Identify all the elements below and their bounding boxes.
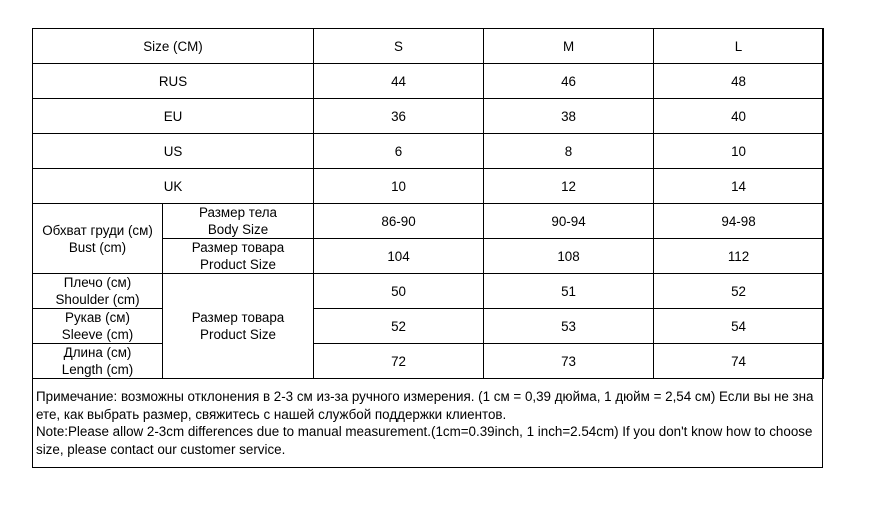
length-label-en: Length (cm) xyxy=(61,362,134,377)
bust-body-value-m: 90-94 xyxy=(484,204,654,239)
bust-product-value-l: 112 xyxy=(654,239,824,274)
product-group-label-ru: Размер товара xyxy=(191,310,285,325)
table-row-eu xyxy=(33,99,824,134)
bust-product-value-m: 108 xyxy=(484,239,654,274)
length-label xyxy=(33,344,163,379)
sleeve-label-en: Sleeve (cm) xyxy=(61,327,134,342)
rus-value-l: 48 xyxy=(654,64,824,99)
shoulder-value-l: 52 xyxy=(654,274,824,309)
shoulder-value-s: 50 xyxy=(314,274,484,309)
row-label-us: US xyxy=(33,134,314,169)
us-value-l: 10 xyxy=(654,134,824,169)
length-value-s: 72 xyxy=(314,344,484,379)
us-value-s: 6 xyxy=(314,134,484,169)
product-group-label xyxy=(163,274,314,379)
uk-value-l: 14 xyxy=(654,169,824,204)
shoulder-label-ru: Плечо (см) xyxy=(63,275,132,290)
note-russian: Примечание: возможны отклонения в 2-3 см из-за ручного измерения. (1 см = 0,39 дюйма, 1 дюйм = 2,54 см) Если вы не знаете, как выбрать размер, свяжитесь с нашей службой поддержки клиентов. xyxy=(36,389,814,422)
rus-value-m: 46 xyxy=(484,64,654,99)
body-size-label-en: Body Size xyxy=(207,222,269,237)
table-row-rus xyxy=(33,64,824,99)
bust-body-value-s: 86-90 xyxy=(314,204,484,239)
product-size-label-ru: Размер товара xyxy=(191,240,285,255)
bust-body-value-l: 94-98 xyxy=(654,204,824,239)
table-row-uk xyxy=(33,169,824,204)
row-label-rus: RUS xyxy=(33,64,314,99)
sleeve-value-l: 54 xyxy=(654,309,824,344)
note-english: Note:Please allow 2-3cm differences due to manual measurement.(1cm=0.39inch, 1 inch=2.54cm) If you don't know how to choose size, please contact our customer service. xyxy=(36,424,813,457)
bust-label-en: Bust (cm) xyxy=(68,239,127,255)
table-row-header xyxy=(33,29,824,64)
uk-value-s: 10 xyxy=(314,169,484,204)
header-size-s: S xyxy=(314,29,484,64)
length-value-l: 74 xyxy=(654,344,824,379)
header-size-label: Size (CM) xyxy=(33,29,314,64)
rus-value-s: 44 xyxy=(314,64,484,99)
bust-label-ru: Обхват груди (см) xyxy=(42,222,153,238)
header-size-l: L xyxy=(654,29,824,64)
sleeve-value-m: 53 xyxy=(484,309,654,344)
body-size-label xyxy=(163,204,314,239)
uk-value-m: 12 xyxy=(484,169,654,204)
shoulder-label-en: Shoulder (cm) xyxy=(55,292,140,307)
product-size-label xyxy=(163,239,314,274)
bust-label xyxy=(33,204,163,274)
shoulder-value-m: 51 xyxy=(484,274,654,309)
table-row-bust-body xyxy=(33,204,824,239)
shoulder-label xyxy=(33,274,163,309)
sleeve-value-s: 52 xyxy=(314,309,484,344)
eu-value-m: 38 xyxy=(484,99,654,134)
table-row-length xyxy=(33,344,824,379)
length-label-ru: Длина (см) xyxy=(63,345,132,360)
row-label-uk: UK xyxy=(33,169,314,204)
us-value-m: 8 xyxy=(484,134,654,169)
bust-product-value-s: 104 xyxy=(314,239,484,274)
length-value-m: 73 xyxy=(484,344,654,379)
eu-value-l: 40 xyxy=(654,99,824,134)
sleeve-label-ru: Рукав (см) xyxy=(65,310,130,325)
row-label-eu: EU xyxy=(33,99,314,134)
table-row-us xyxy=(33,134,824,169)
product-group-label-en: Product Size xyxy=(200,327,276,342)
table-row-sleeve xyxy=(33,309,824,344)
measurement-note xyxy=(32,378,823,468)
body-size-label-ru: Размер тела xyxy=(199,205,277,220)
table-row-shoulder xyxy=(33,274,824,309)
size-chart-table xyxy=(32,28,824,379)
header-size-m: M xyxy=(484,29,654,64)
sleeve-label xyxy=(33,309,163,344)
eu-value-s: 36 xyxy=(314,99,484,134)
product-size-label-en: Product Size xyxy=(200,257,276,272)
